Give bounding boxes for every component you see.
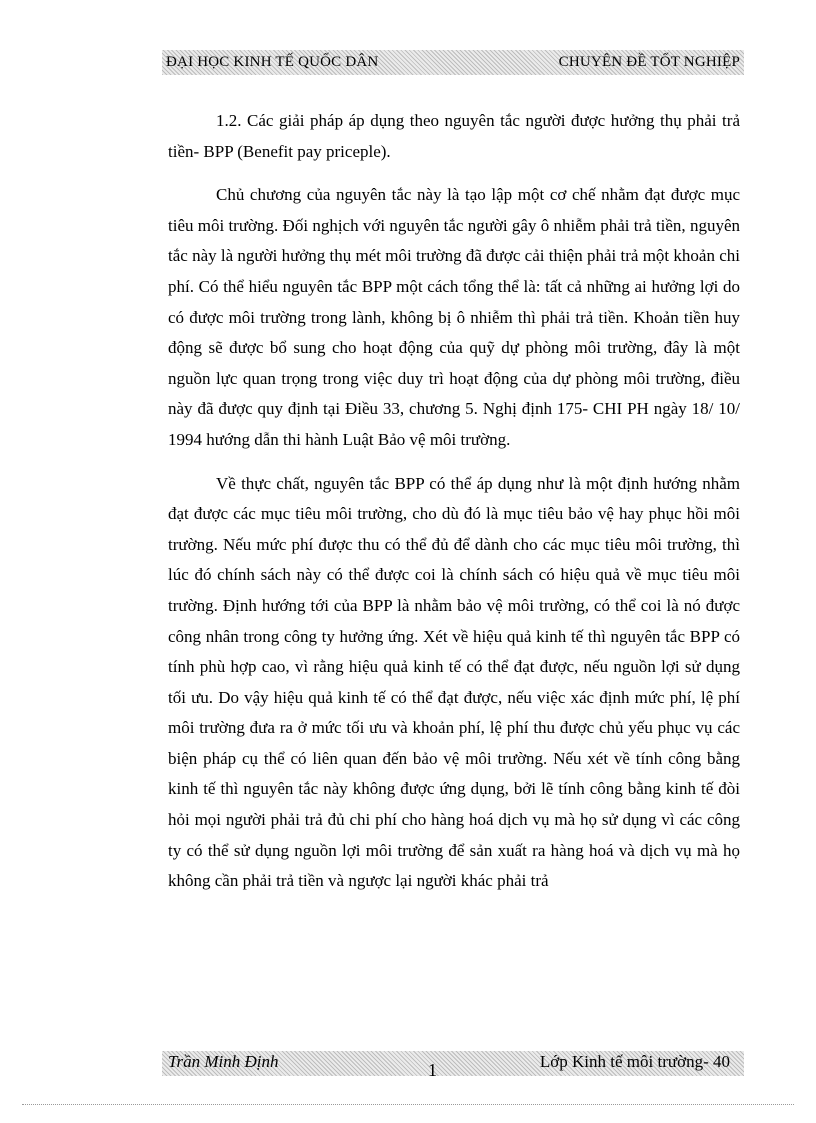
- body-paragraph-1: Chủ chương của nguyên tắc này là tạo lập một cơ chế nhằm đạt được mục tiêu môi trường. Đối nghịch với nguyên tắc người gây ô nhiễm phải trả tiền, nguyên tắc này là người hưởng thụ mét môi trường đã được cải thiện phải trả một khoản chi phí. Có thể hiểu nguyên tắc BPP một cách tổng thể là: tất cả những ai hưởng lợi do có được môi trường trong lành, không bị ô nhiễm thì phải trả tiền. Khoản tiền huy động sẽ được bổ sung cho hoạt động của quỹ dự phòng môi trường, đây là một nguồn lực quan trọng trong việc duy trì hoạt động của dự phòng môi trường, điều này đã được quy định tại Điều 33, chương 5. Nghị định 175- CHI PH ngày 18/ 10/ 1994 hướng dẫn thi hành Luật Bảo vệ môi trường.: [168, 185, 740, 449]
- header-university: ĐẠI HỌC KINH TẾ QUỐC DÂN: [166, 54, 379, 70]
- body-paragraph-2: Về thực chất, nguyên tắc BPP có thể áp dụng như là một định hướng nhằm đạt được các mục tiêu môi trường, cho dù đó là mục tiêu bảo vệ hay phục hồi môi trường. Nếu mức phí được thu có thể đủ để dành cho các mục tiêu môi trường, thì lúc đó chính sách này có thể được coi là chính sách có hiệu quả về mục tiêu môi trường. Định hướng tới của BPP là nhằm bảo vệ môi trường, có thể coi là nó được công nhân trong công ty hưởng ứng. Xét về hiệu quả kinh tế thì nguyên tắc BPP có tính phù hợp cao, vì rằng hiệu quả kinh tế có thể đạt được, nếu nguồn lợi sử dụng tối ưu. Do vậy hiệu quả kinh tế có thể đạt được, nếu việc xác định mức phí, lệ phí môi trường đưa ra ở mức tối ưu và khoản phí, lệ phí thu được chủ yếu phục vụ các biện pháp cụ thể có liên quan đến bảo vệ môi trường. Nếu xét về tính công bằng kinh tế thì nguyên tắc này không được ứng dụng, bởi lẽ tính công bằng kinh tế đòi hỏi mọi người phải trả đủ chi phí cho hàng hoá dịch vụ mà họ sử dụng vì các công ty có thể sử dụng nguồn lợi môi trường để sản xuất ra hàng hoá và dịch vụ mà họ không cần phải trả tiền và ngược lại người khác phải trả: [168, 473, 740, 891]
- page-bottom-divider: [22, 1104, 794, 1105]
- page-header: [162, 50, 744, 75]
- document-body: [168, 106, 740, 897]
- footer-author: Trần Minh Định: [168, 1052, 279, 1071]
- header-document-type: CHUYÊN ĐỀ TỐT NGHIỆP: [558, 54, 740, 70]
- page-footer: [162, 1051, 744, 1080]
- section-heading-paragraph: 1.2. Các giải pháp áp dụng theo nguyên tắc người được hưởng thụ phải trả tiền- BPP (Benefit pay priceple).: [168, 111, 740, 161]
- page-number: 1: [428, 1060, 437, 1080]
- footer-class-name: Lớp Kinh tế môi trường- 40: [539, 1052, 730, 1071]
